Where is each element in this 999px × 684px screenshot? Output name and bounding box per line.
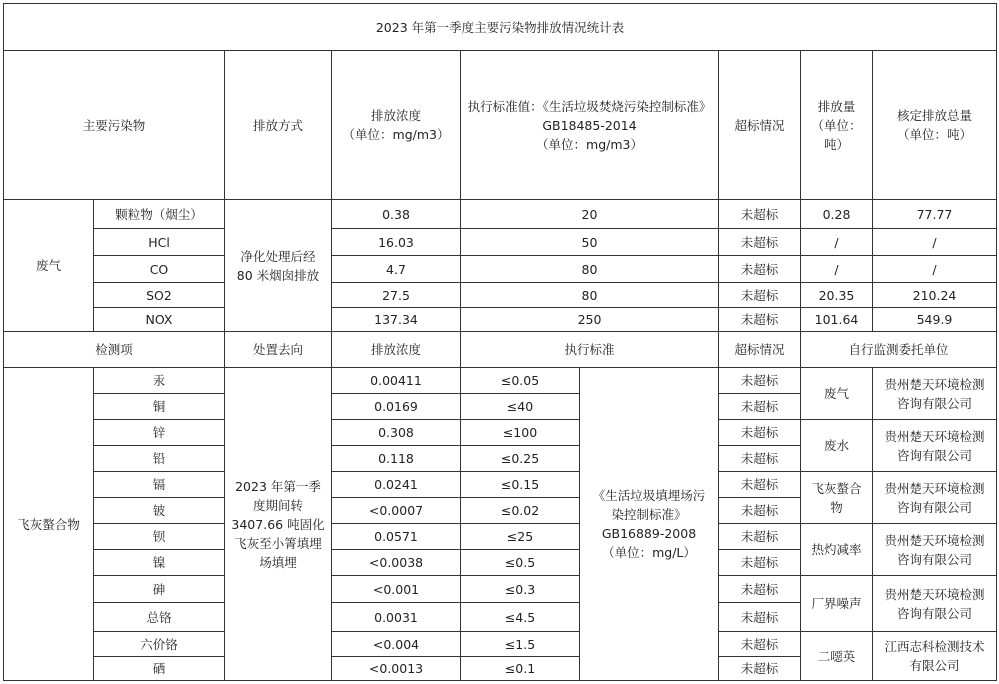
exhaust-amount: / (800, 255, 873, 283)
exhaust-standard: 20 (460, 199, 719, 229)
monitor-unit: 贵州楚天环境检测咨询有限公司 (872, 419, 997, 472)
exhaust-standard: 80 (460, 282, 719, 308)
header-test-item: 检测项 (3, 331, 225, 368)
flyash-item: 铍 (93, 497, 225, 524)
flyash-disposal: 2023 年第一季度期间转3407.66 吨固化飞灰至小箐填埋场填埋 (224, 367, 332, 681)
flyash-limit: ≤0.3 (460, 575, 580, 603)
header-approved-total: 核定排放总量 （单位：吨） (872, 50, 997, 200)
exhaust-amount: 101.64 (800, 307, 873, 332)
flyash-exceed: 未超标 (718, 549, 801, 576)
flyash-exceed: 未超标 (718, 367, 801, 394)
exhaust-amount: / (800, 228, 873, 256)
flyash-concentration: 0.0571 (331, 523, 461, 550)
flyash-item: 总铬 (93, 602, 225, 632)
exhaust-exceed: 未超标 (718, 199, 801, 229)
exhaust-method: 净化处理后经 80 米烟囱排放 (224, 199, 332, 332)
exhaust-exceed: 未超标 (718, 255, 801, 283)
flyash-item: 锌 (93, 419, 225, 446)
flyash-exceed: 未超标 (718, 523, 801, 550)
monitor-unit: 江西志科检测技术有限公司 (872, 631, 997, 681)
flyash-concentration: <0.0007 (331, 497, 461, 524)
flyash-limit: ≤0.5 (460, 549, 580, 576)
header-exceed-2: 超标情况 (718, 331, 801, 368)
monitor-type: 二噁英 (800, 631, 873, 681)
exhaust-total: 77.77 (872, 199, 997, 229)
flyash-limit: ≤4.5 (460, 602, 580, 632)
flyash-exceed: 未超标 (718, 656, 801, 681)
monitor-type: 热灼减率 (800, 523, 873, 576)
header-main-pollutant: 主要污染物 (3, 50, 225, 200)
exhaust-category: 废气 (3, 199, 94, 332)
flyash-concentration: 0.0241 (331, 471, 461, 498)
monitor-type: 废气 (800, 367, 873, 420)
monitor-unit: 贵州楚天环境检测咨询有限公司 (872, 575, 997, 632)
table-title: 2023 年第一季度主要污染物排放情况统计表 (3, 3, 997, 51)
flyash-concentration: 0.0031 (331, 602, 461, 632)
flyash-item: 铜 (93, 393, 225, 420)
flyash-limit: ≤0.05 (460, 367, 580, 394)
flyash-limit: ≤0.15 (460, 471, 580, 498)
flyash-item: 镍 (93, 549, 225, 576)
header-discharge-method: 排放方式 (224, 50, 332, 200)
monitor-type: 废水 (800, 419, 873, 472)
flyash-item: 汞 (93, 367, 225, 394)
header-concentration-2: 排放浓度 (331, 331, 461, 368)
header-monitor-unit: 自行监测委托单位 (800, 331, 997, 368)
flyash-standard: 《生活垃圾填埋场污染控制标准》GB16889-2008 （单位：mg/L） (579, 367, 719, 681)
flyash-limit: ≤1.5 (460, 631, 580, 657)
flyash-exceed: 未超标 (718, 631, 801, 657)
flyash-concentration: <0.0038 (331, 549, 461, 576)
monitor-unit: 贵州楚天环境检测咨询有限公司 (872, 523, 997, 576)
header-standard-value: 执行标准值：《生活垃圾焚烧污染控制标准》GB18485-2014 （单位：mg/m3） (460, 50, 719, 200)
flyash-limit: ≤0.25 (460, 445, 580, 472)
exhaust-concentration: 4.7 (331, 255, 461, 283)
exhaust-item: NOX (93, 307, 225, 332)
flyash-item: 砷 (93, 575, 225, 603)
flyash-limit: ≤40 (460, 393, 580, 420)
flyash-exceed: 未超标 (718, 497, 801, 524)
exhaust-concentration: 16.03 (331, 228, 461, 256)
exhaust-standard: 50 (460, 228, 719, 256)
flyash-limit: ≤100 (460, 419, 580, 446)
flyash-concentration: 0.118 (331, 445, 461, 472)
flyash-exceed: 未超标 (718, 575, 801, 603)
exhaust-exceed: 未超标 (718, 282, 801, 308)
exhaust-amount: 20.35 (800, 282, 873, 308)
flyash-item: 钡 (93, 523, 225, 550)
header-disposal: 处置去向 (224, 331, 332, 368)
flyash-concentration: 0.0169 (331, 393, 461, 420)
header-concentration: 排放浓度 （单位：mg/m3） (331, 50, 461, 200)
header-exceed: 超标情况 (718, 50, 801, 200)
exhaust-item: SO2 (93, 282, 225, 308)
flyash-exceed: 未超标 (718, 445, 801, 472)
flyash-exceed: 未超标 (718, 419, 801, 446)
flyash-exceed: 未超标 (718, 393, 801, 420)
flyash-concentration: <0.001 (331, 575, 461, 603)
flyash-limit: ≤0.1 (460, 656, 580, 681)
flyash-concentration: 0.00411 (331, 367, 461, 394)
exhaust-item: CO (93, 255, 225, 283)
flyash-item: 硒 (93, 656, 225, 681)
header-emission-amount: 排放量 （单位： 吨） (800, 50, 873, 200)
exhaust-standard: 80 (460, 255, 719, 283)
exhaust-total: 210.24 (872, 282, 997, 308)
exhaust-concentration: 0.38 (331, 199, 461, 229)
flyash-category: 飞灰螯合物 (3, 367, 94, 681)
flyash-concentration: <0.0013 (331, 656, 461, 681)
monitor-type: 飞灰螯合物 (800, 471, 873, 524)
monitor-type: 厂界噪声 (800, 575, 873, 632)
flyash-item: 镉 (93, 471, 225, 498)
exhaust-item: HCl (93, 228, 225, 256)
exhaust-total: / (872, 228, 997, 256)
exhaust-total: / (872, 255, 997, 283)
flyash-limit: ≤0.02 (460, 497, 580, 524)
exhaust-standard: 250 (460, 307, 719, 332)
flyash-exceed: 未超标 (718, 602, 801, 632)
exhaust-amount: 0.28 (800, 199, 873, 229)
header-standard-2: 执行标准 (460, 331, 719, 368)
exhaust-total: 549.9 (872, 307, 997, 332)
exhaust-item: 颗粒物（烟尘） (93, 199, 225, 229)
flyash-concentration: 0.308 (331, 419, 461, 446)
exhaust-exceed: 未超标 (718, 307, 801, 332)
flyash-item: 六价铬 (93, 631, 225, 657)
exhaust-concentration: 137.34 (331, 307, 461, 332)
flyash-concentration: <0.004 (331, 631, 461, 657)
monitor-unit: 贵州楚天环境检测咨询有限公司 (872, 367, 997, 420)
exhaust-concentration: 27.5 (331, 282, 461, 308)
flyash-limit: ≤25 (460, 523, 580, 550)
flyash-item: 铅 (93, 445, 225, 472)
exhaust-exceed: 未超标 (718, 228, 801, 256)
monitor-unit: 贵州楚天环境检测咨询有限公司 (872, 471, 997, 524)
flyash-exceed: 未超标 (718, 471, 801, 498)
